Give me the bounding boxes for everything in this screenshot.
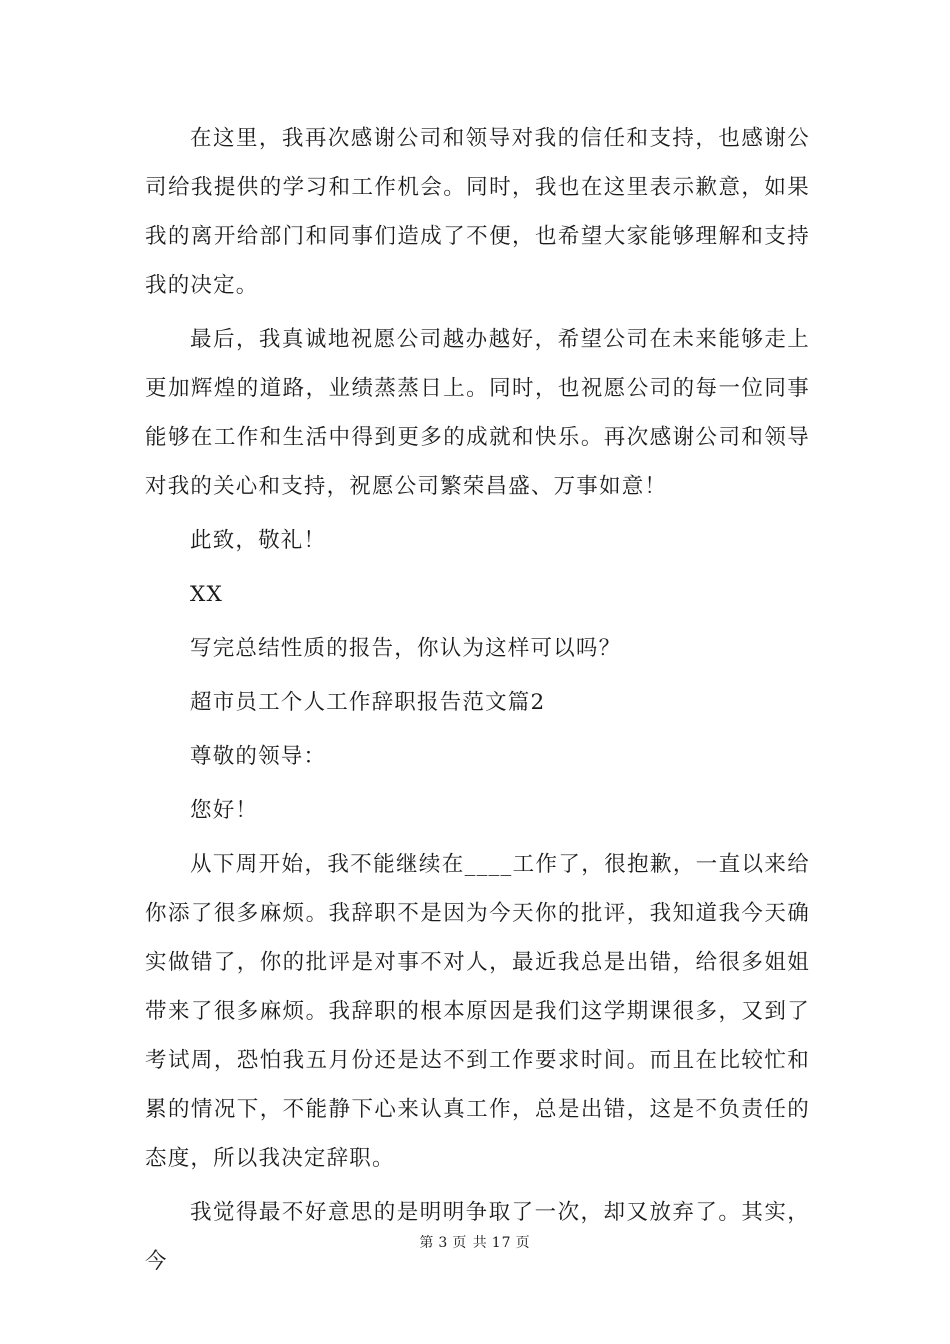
paragraph-resignation-reason: 从下周开始，我不能继续在____工作了，很抱歉，一直以来给你添了很多麻烦。我辞职不是因为今天你的批评，我知道我今天确实做错了，你的批评是对事不对人，最近我总是出错，给很多姐姐带来了很多麻烦。我辞职的根本原因是我们这学期课很多，又到了考试周，恐怕我五月份还是达不到工作要求时间。而且在比较忙和累的情况下，不能静下心来认真工作，总是出错，这是不负责任的态度，所以我决定辞职。	[145, 852, 810, 1171]
paragraph-thanks: 在这里，我再次感谢公司和领导对我的信任和支持，也感谢公司给我提供的学习和工作机会。同时，我也在这里表示歉意，如果我的离开给部门和同事们造成了不便，也希望大家能够理解和支持我的决定。	[145, 126, 810, 298]
paragraph-question: 写完总结性质的报告，你认为这样可以吗？	[190, 636, 622, 661]
paragraph-closing: 此致，敬礼！	[190, 528, 327, 553]
footer-middle: 页 共	[452, 1235, 488, 1251]
paragraph-signature: XX	[190, 582, 224, 607]
page-footer	[0, 1232, 950, 1252]
footer-current-page: 3	[438, 1235, 449, 1251]
footer-prefix: 第	[419, 1235, 435, 1251]
paragraph-regret: 我觉得最不好意思的是明明争取了一次，却又放弃了。其实，今	[145, 1200, 810, 1274]
document-body	[145, 114, 810, 1291]
paragraph-greeting: 您好！	[190, 798, 259, 823]
paragraph-wishes: 最后，我真诚地祝愿公司越办越好，希望公司在未来能够走上更加辉煌的道路，业绩蒸蒸日上。同时，也祝愿公司的每一位同事能够在工作和生活中得到更多的成就和快乐。再次感谢公司和领导对我的关心和支持，祝愿公司繁荣昌盛、万事如意！	[145, 327, 810, 499]
footer-suffix: 页	[515, 1235, 531, 1251]
section-heading: 超市员工个人工作辞职报告范文篇2	[190, 690, 546, 715]
paragraph-salutation: 尊敬的领导：	[190, 744, 327, 769]
footer-total-pages: 17	[491, 1235, 512, 1251]
